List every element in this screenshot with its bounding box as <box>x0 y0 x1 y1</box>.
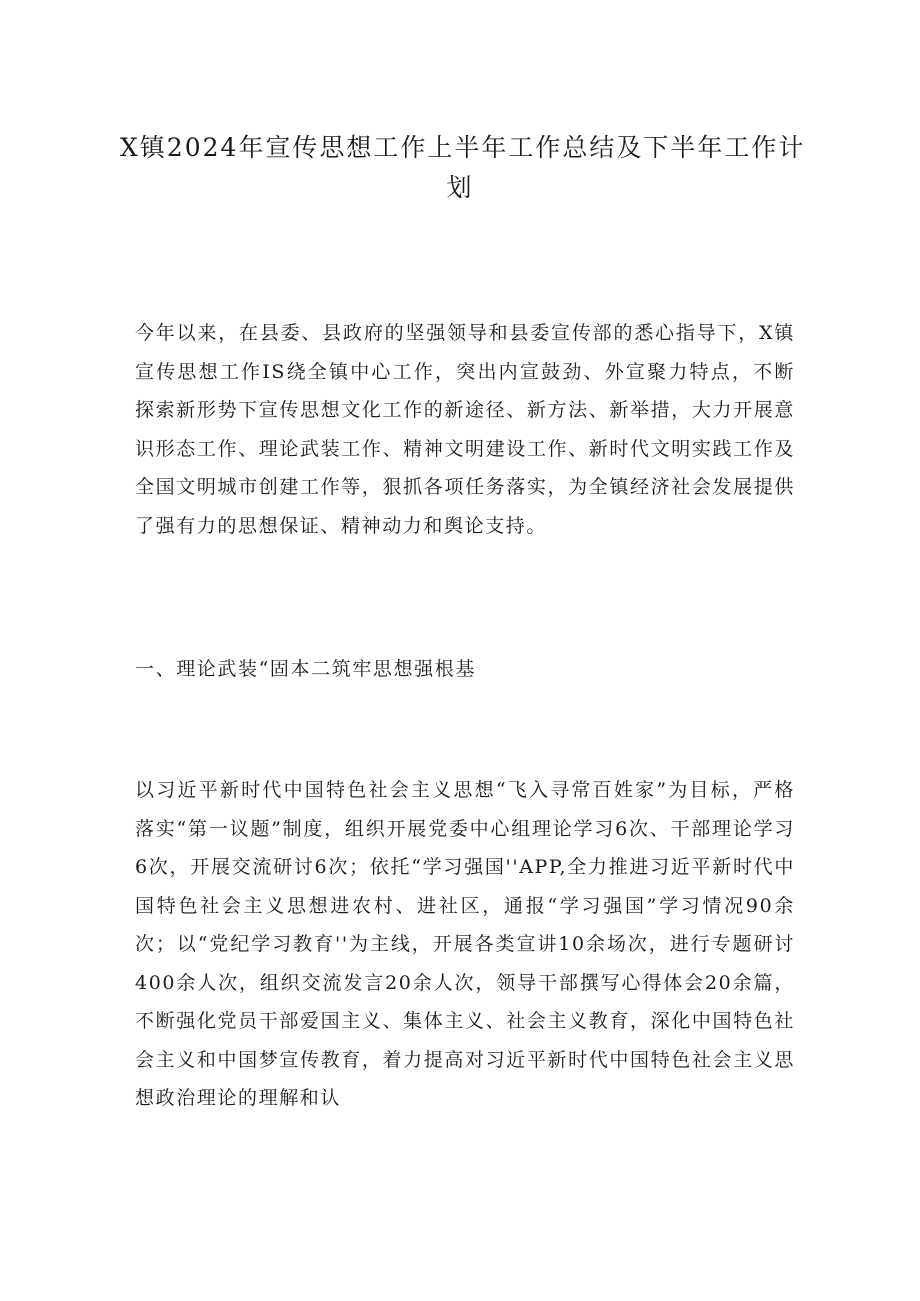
intro-paragraph: 今年以来，在县委、县政府的坚强领导和县委宣传部的悉心指导下，X镇宣传思想工作IS绕全镇中心工作，突出内宣鼓劲、外宣聚力特点，不断探索新形势下宣传思想文化工作的新途径、新方法、新举措，大力开展意识形态工作、理论武装工作、精神文明建设工作、新时代文明实践工作及全国文明城市创建工作等，狠抓各项任务落实，为全镇经济社会发展提供了强有力的思想保证、精神动力和舆论支持。 <box>135 322 795 537</box>
section-1-heading: 一、理论武装“固本二筑牢思想强根基 <box>135 658 476 680</box>
document-title-line-1: X镇2024年宣传思想工作上半年工作总结及下半年工作计 <box>120 133 806 162</box>
document-title-line-2: 划 <box>446 173 474 202</box>
section-1-paragraph: 以习近平新时代中国特色社会主义思想“飞入寻常百姓家”为目标，严格落实“第一议题”制度，组织开展党委中心组理论学习6次、干部理论学习6次，开展交流研讨6次；依托“学习强国''APP,全力推进习近平新时代中国特色社会主义思想进农村、进社区，通报“学习强国”学习情况90余次；以“党纪学习教育''为主线，开展各类宣讲10余场次，进行专题研讨400余人次，组织交流发言20余人次，领导干部撰写心得体会20余篇，不断强化党员干部爱国主义、集体主义、社会主义教育，深化中国特色社会主义和中国梦宣传教育，着力提高对习近平新时代中国特色社会主义思想政治理论的理解和认 <box>135 779 795 1109</box>
